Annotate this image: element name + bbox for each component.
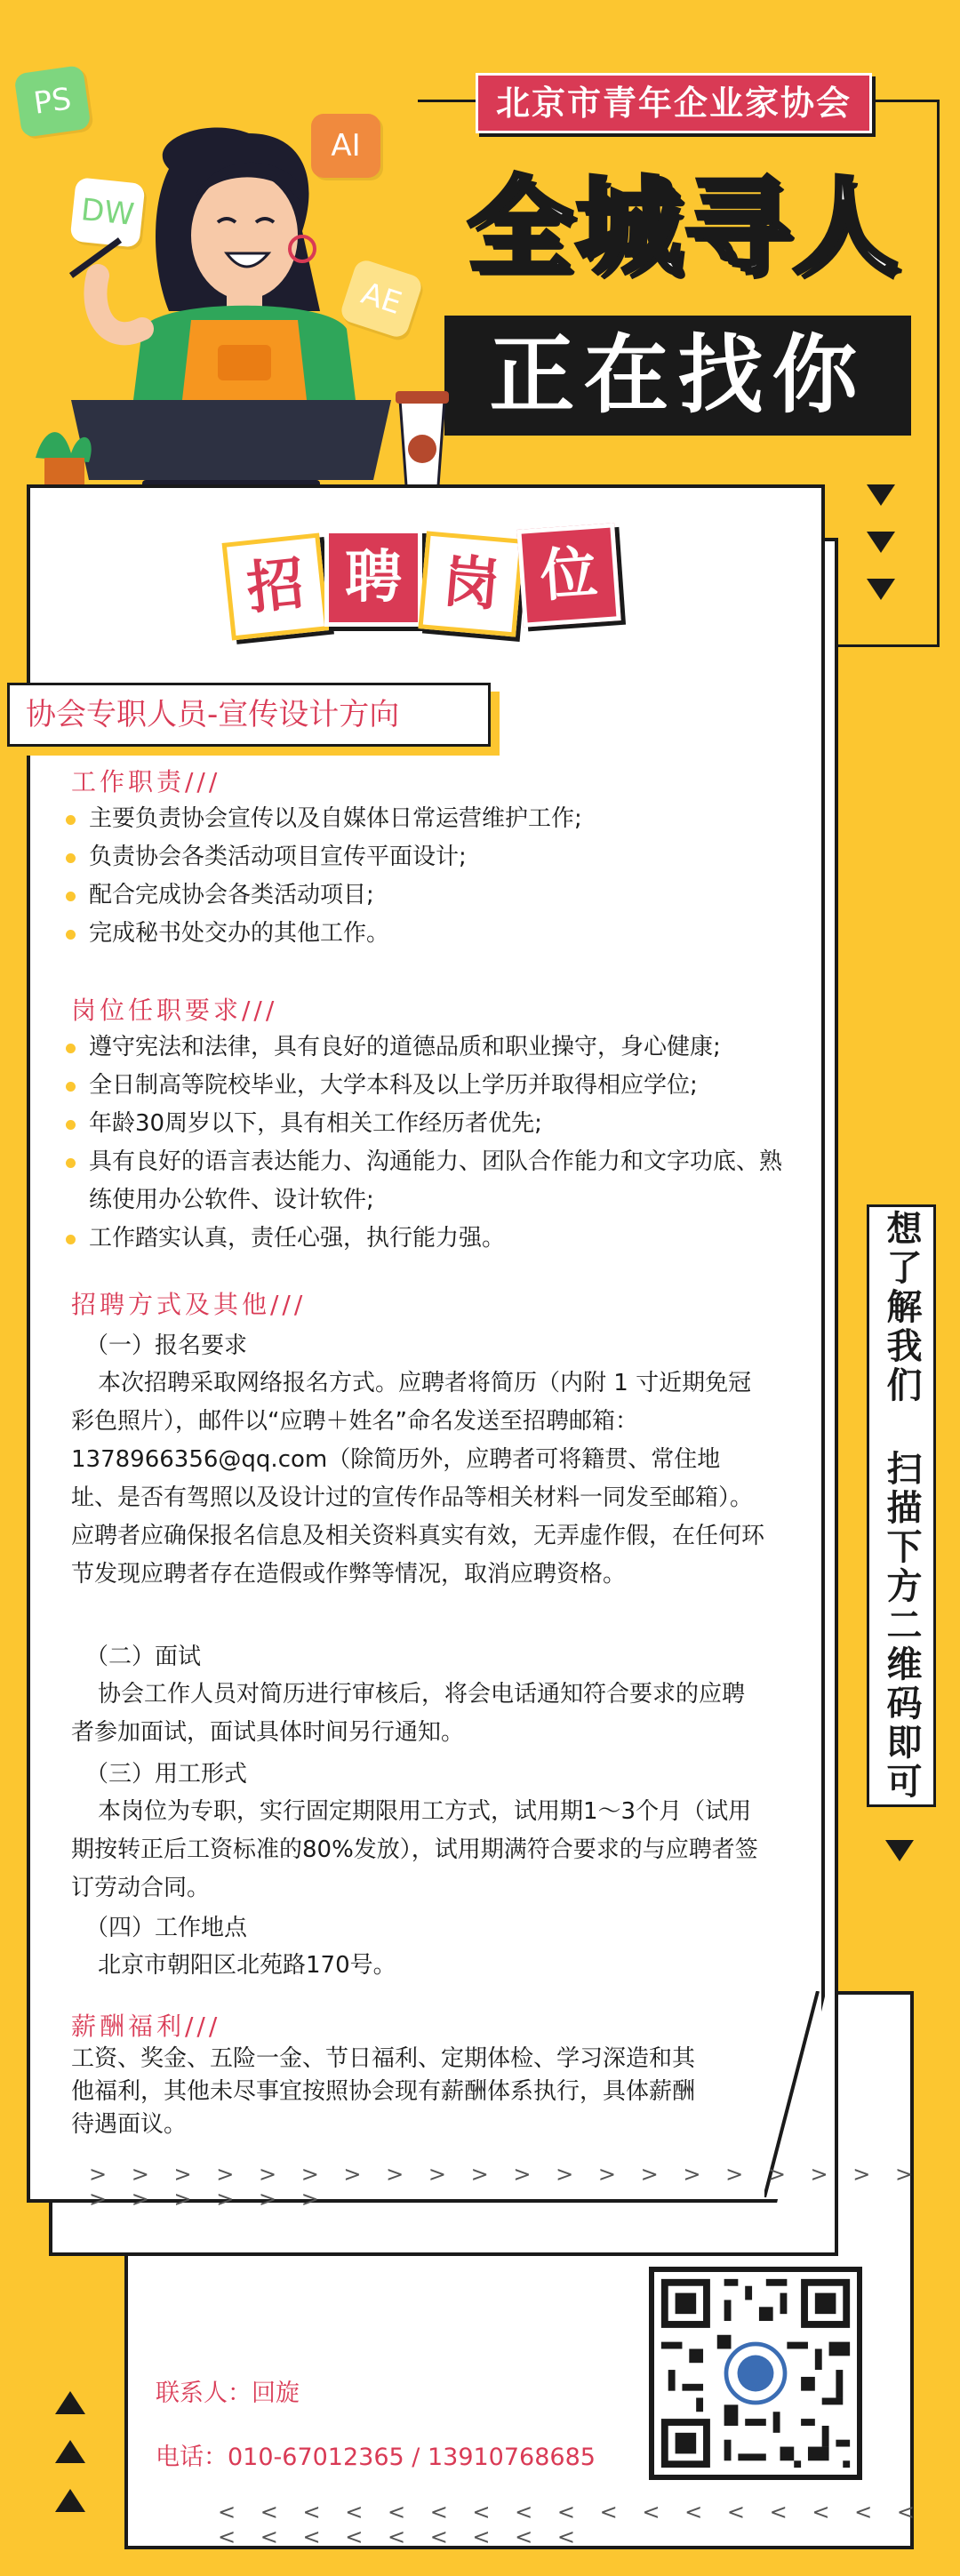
banner-char: 聘 <box>324 529 422 627</box>
headline: 全城寻人 <box>467 165 901 288</box>
decorative-arrows-left: < < < < < < < < < < < < < < < < < < < < < < < < < < <box>218 2500 924 2549</box>
list-item: 工作踏实认真，责任心强，执行能力强。 <box>62 1220 791 1258</box>
dreamweaver-icon: DW <box>69 177 145 248</box>
arrow-up-icon <box>55 2489 85 2512</box>
subheadline: 正在找你 <box>444 316 911 436</box>
arrow-down-icon <box>867 532 895 553</box>
duties-title: 工作职责/// <box>71 767 221 796</box>
contact-phone[interactable]: 电话：010-67012365 / 13910768685 <box>156 2444 596 2471</box>
list-item: 完成秘书处交办的其他工作。 <box>62 915 800 953</box>
duties-list <box>62 800 800 953</box>
list-item: 主要负责协会宣传以及自媒体日常运营维护工作; <box>62 800 800 838</box>
method-s2-title: （二）面试 <box>85 1644 202 1670</box>
illustrator-icon: AI <box>311 114 380 178</box>
salary-title: 薪酬福利/// <box>71 2012 221 2041</box>
method-s4-text: 北京市朝阳区北苑路170号。 <box>98 1952 396 1979</box>
qr-code-icon <box>654 2272 857 2475</box>
method-s1-title: （一）报名要求 <box>85 1332 248 1359</box>
face <box>191 172 298 300</box>
list-item: 配合完成协会各类活动项目; <box>62 876 800 915</box>
photoshop-icon: PS <box>13 65 91 138</box>
method-s3-title: （三）用工形式 <box>85 1761 248 1788</box>
method-title: 招聘方式及其他/// <box>71 1290 307 1319</box>
list-item: 年龄30周岁以下，具有相关工作经历者优先; <box>62 1105 791 1143</box>
salary-text: 工资、奖金、五险一金、节日福利、定期体检、学习深造和其他福利，其他未尽事宜按照协会现有薪酬体系执行，具体薪酬待遇面议。 <box>71 2045 696 2138</box>
requirements-title: 岗位任职要求/// <box>71 996 278 1025</box>
contact-person: 联系人：回旋 <box>156 2380 300 2407</box>
banner-char: 位 <box>516 523 620 627</box>
arrow-down-icon <box>867 484 895 506</box>
laptop <box>71 400 391 480</box>
arrow-up-icon <box>55 2391 85 2414</box>
method-s3-text: 本岗位为专职，实行固定期限用工方式，试用期1～3个月（试用期按转正后工资标准的80%发放），试用期满符合要求的与应聘者签订劳动合同。 <box>71 1798 758 1901</box>
banner-char: 岗 <box>418 531 524 636</box>
list-item: 具有良好的语言表达能力、沟通能力、团队合作能力和文字功底、熟练使用办公软件、设计软件; <box>62 1143 791 1220</box>
list-item: 负责协会各类活动项目宣传平面设计; <box>62 838 800 876</box>
qr-code[interactable] <box>649 2267 862 2480</box>
side-note: 想了解我们 扫描下方二维码即可 <box>867 1204 936 1807</box>
list-item: 全日制高等院校毕业，大学本科及以上学历并取得相应学位; <box>62 1067 791 1105</box>
arrow-down-icon <box>867 579 895 600</box>
method-s4-title: （四）工作地点 <box>85 1915 248 1941</box>
banner-char: 招 <box>222 533 330 641</box>
method-s2-text: 协会工作人员对简历进行审核后，将会电话通知符合要求的应聘者参加面试，面试具体时间另行通知。 <box>71 1681 746 1746</box>
designer-illustration <box>36 107 462 507</box>
position-title: 协会专职人员-宣传设计方向 <box>7 683 491 747</box>
after-effects-icon: AE <box>339 258 424 340</box>
requirements-list <box>62 1028 791 1258</box>
list-item: 遵守宪法和法律，具有良好的道德品质和职业操守，身心健康; <box>62 1028 791 1067</box>
method-s1-text: 本次招聘采取网络报名方式。应聘者将简历（内附 1 寸近期免冠彩色照片），邮件以“应聘＋姓名”命名发送至招聘邮箱：1378966356@qq.com（除简历外，应聘者可将籍贯、常住地址、是否有驾照以及设计过的宣传作品等相关材料一同发至邮箱）。应聘者应确保报名信息及相关资料真实有效，无弄虚作假，在任何环节发现应聘者存在造假或作弊等情况，取消应聘资格。 <box>71 1370 765 1588</box>
arrow-up-icon <box>55 2440 85 2463</box>
arrow-down-icon <box>885 1840 914 1861</box>
decorative-arrows-right: > > > > > > > > > > > > > > > > > > > > > > > > > > <box>89 2162 923 2212</box>
organization-badge: 北京市青年企业家协会 <box>476 73 872 133</box>
